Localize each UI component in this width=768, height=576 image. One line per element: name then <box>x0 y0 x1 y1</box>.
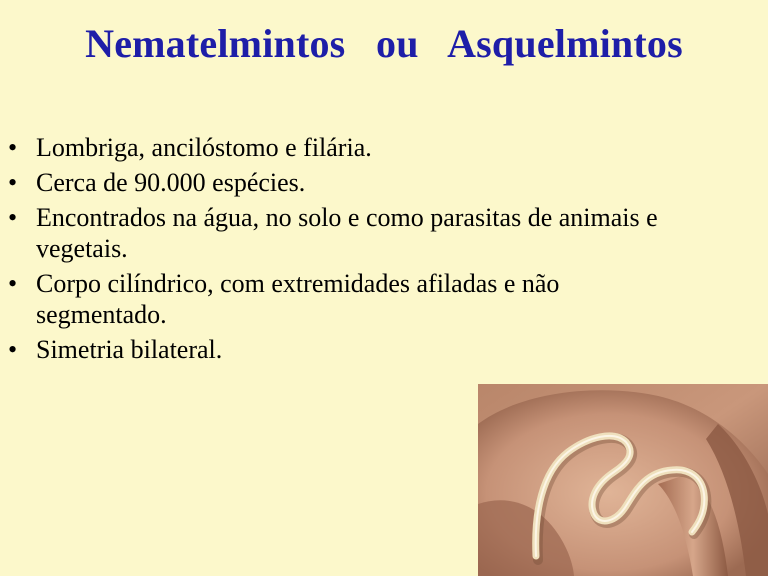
list-item <box>0 132 680 163</box>
bullet-dot-icon: • <box>8 269 18 298</box>
list-item <box>0 334 680 365</box>
bullet-text: Encontrados na água, no solo e como parasitas de animais e vegetais. <box>36 203 658 263</box>
bullet-text: Corpo cilíndrico, com extremidades afiladas e não segmentado. <box>36 269 560 329</box>
bullet-dot-icon: • <box>8 203 18 232</box>
list-item <box>0 202 680 264</box>
list-item <box>0 167 680 198</box>
bullet-dot-icon: • <box>8 168 18 197</box>
worm-on-hand-photo <box>478 384 768 576</box>
bullet-text: Lombriga, ancilóstomo e filária. <box>36 133 372 162</box>
bullet-list <box>0 132 680 369</box>
list-item <box>0 268 680 330</box>
bullet-text: Simetria bilateral. <box>36 335 223 364</box>
bullet-dot-icon: • <box>8 133 18 162</box>
bullet-dot-icon: • <box>8 335 18 364</box>
bullet-text: Cerca de 90.000 espécies. <box>36 168 306 197</box>
slide-title: Nematelmintos ou Asquelmintos <box>85 21 683 66</box>
